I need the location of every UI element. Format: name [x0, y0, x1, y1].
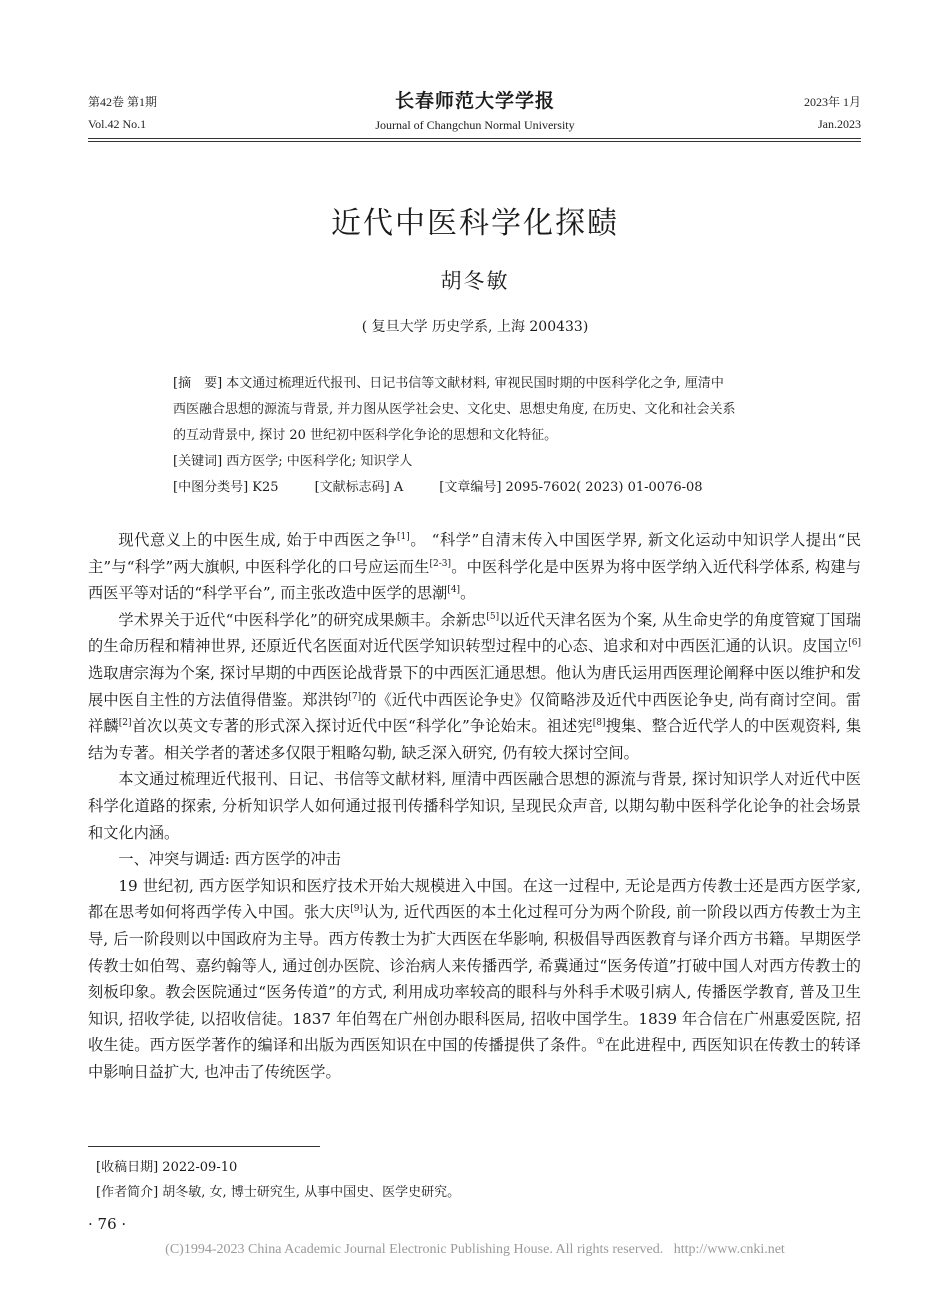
- article-title: 近代中医科学化探赜: [331, 206, 619, 241]
- issue-date-cn: 2023年 1月: [803, 95, 861, 109]
- keywords-text: 西方医学; 中医科学化; 知识学人: [226, 454, 413, 469]
- header-rule-bottom: [88, 141, 861, 142]
- page-number: · 76 ·: [88, 1215, 127, 1233]
- abstract-line-3: 的互动背景中, 探讨 20 世纪初中医科学化争论的思想和文化特征。: [173, 428, 558, 443]
- paragraph-1: 现代意义上的中医生成, 始于中西医之争[1]。 “科学”自清末传入中国医学界, 新文化运动中知识学人提出“民主”与“科学”两大旗帜, 中医科学化的口号应运而生[2-3]。中医科学化是中医界为将中医学纳入近代科学体系, 构建与西医平等对话的“科学平台”, 而主张改造中医学的思潮[4]。: [88, 531, 862, 603]
- clc-value: K25: [252, 480, 279, 495]
- author-name: 胡冬敏: [440, 269, 510, 293]
- keywords-label: [关键词]: [173, 454, 223, 469]
- copyright-notice: (C)1994-2023 China Academic Journal Electronic Publishing House. All rights reserved. http://www.cnki.net: [165, 1242, 785, 1257]
- header-rule-top: [88, 138, 861, 139]
- journal-title-cn: 长春师范大学学报: [394, 90, 555, 112]
- author-affiliation: ( 复旦大学 历史学系, 上海 200433): [361, 319, 589, 335]
- abstract-line-2: 西医融合思想的源流与背景, 并力图从医学社会史、文化史、思想史角度, 在历史、文化和社会关系: [173, 402, 736, 417]
- clc-label: [中图分类号]: [173, 480, 249, 495]
- article-number-value: 2095-7602( 2023) 01-0076-08: [505, 480, 703, 495]
- footnote-marker: ①: [596, 1037, 605, 1048]
- article-number-label: [文章编号]: [439, 480, 502, 495]
- author-bio: [作者简介] 胡冬敏, 女, 博士研究生, 从事中国史、医学史研究。: [96, 1185, 461, 1200]
- citation: [4]: [447, 585, 461, 596]
- paragraph-4: 19 世纪初, 西方医学知识和医疗技术开始大规模进入中国。在这一过程中, 无论是西方传教士还是西方医学家, 都在思考如何将西学传入中国。张大庆[9]认为, 近代西医的本土化过程可分为两个阶段, 前一阶段以西方传教士为主导, 后一阶段则以中国政府为主导。西方传教士为扩大西医在华影响, 积极倡导西医教育与译介西方书籍。早期医学传教士如伯驾、嘉约翰等人, 通过创办医院、诊治病人来传播西学, 希冀通过“医务传道”打破中国人对西方传教士的刻板印象。教会医院通过“医务传道”的方式, 利用成功率较高的眼科与外科手术吸引病人, 传播医学教育, 普及卫生知识, 招收学徒, 以招收信徒。1837 年伯驾在广州创办眼科医局, 招收中国学生。1839 年合信在广州惠爱医院, 招收生徒。西方医学著作的编译和出版为西医知识在中国的传播提供了条件。①在此进程中, 西医知识在传教士的转译中影响日益扩大, 也冲击了传统医学。: [88, 876, 862, 1081]
- keywords-line: [173, 449, 783, 475]
- volume-issue-en: Vol.42 No.1: [88, 117, 147, 131]
- abstract-line-1: [摘 要] 本文通过梳理近代报刊、日记书信等文献材料, 审视民国时期的中医科学化之争, 厘清中: [173, 376, 724, 391]
- doc-code-value: A: [393, 480, 404, 495]
- issue-date-en: Jan.2023: [818, 117, 861, 131]
- citation: [6]: [848, 638, 861, 649]
- citation: [2-3]: [429, 558, 452, 569]
- citation: [9]: [350, 904, 363, 915]
- paragraph-3: 本文通过梳理近代报刊、日记、书信等文献材料, 厘清中西医融合思想的源流与背景, 探讨知识学人对近代中医科学化道路的探索, 分析知识学人如何通过报刊传播科学知识, 呈现民众声音, 以期勾勒中医科学化论争的社会场景和文化内涵。: [88, 770, 861, 842]
- citation: [1]: [397, 532, 410, 542]
- citation: [5]: [486, 611, 500, 622]
- citation: [2]: [118, 718, 132, 729]
- citation: [7]: [348, 691, 362, 702]
- volume-issue-cn: 第42卷 第1期: [88, 95, 158, 109]
- doc-code-label: [文献标志码]: [314, 480, 390, 495]
- paragraph-2: 学术界关于近代“中医科学化”的研究成果颇丰。余新忠[5]以近代天津名医为个案, 从生命史学的角度管窥丁国瑞的生命历程和精神世界, 还原近代名医面对近代医学知识转型过程中的心态、追求和对中西医汇通的认识。皮国立[6]选取唐宗海为个案, 探讨早期的中西医论战背景下的中西医汇通思想。他认为唐氏运用西医理论阐释中医以维护和发展中医自主性的方法值得借鉴。郑洪钧[7]的《近代中西医论争史》仅简略涉及近代中西医论争史, 尚有商讨空间。雷祥麟[2]首次以英文专著的形式深入探讨近代中医“科学化”争论始末。祖述宪[8]搜集、整合近代学人的中医观资料, 集结为专著。相关学者的著述多仅限于粗略勾勒, 缺乏深入研究, 仍有较大探讨空间。: [88, 610, 862, 762]
- section-heading-1: 一、冲突与调适: 西方医学的冲击: [118, 850, 341, 869]
- footnote-rule: [88, 1146, 320, 1147]
- citation: [8]: [592, 718, 606, 729]
- received-date: [收稿日期] 2022-09-10: [96, 1160, 238, 1175]
- abstract-block: [173, 371, 783, 501]
- abstract-label: [摘 要]: [173, 376, 223, 391]
- classification-line: [173, 475, 783, 501]
- body-text: [88, 527, 861, 1085]
- journal-title-en: Journal of Changchun Normal University: [375, 118, 575, 132]
